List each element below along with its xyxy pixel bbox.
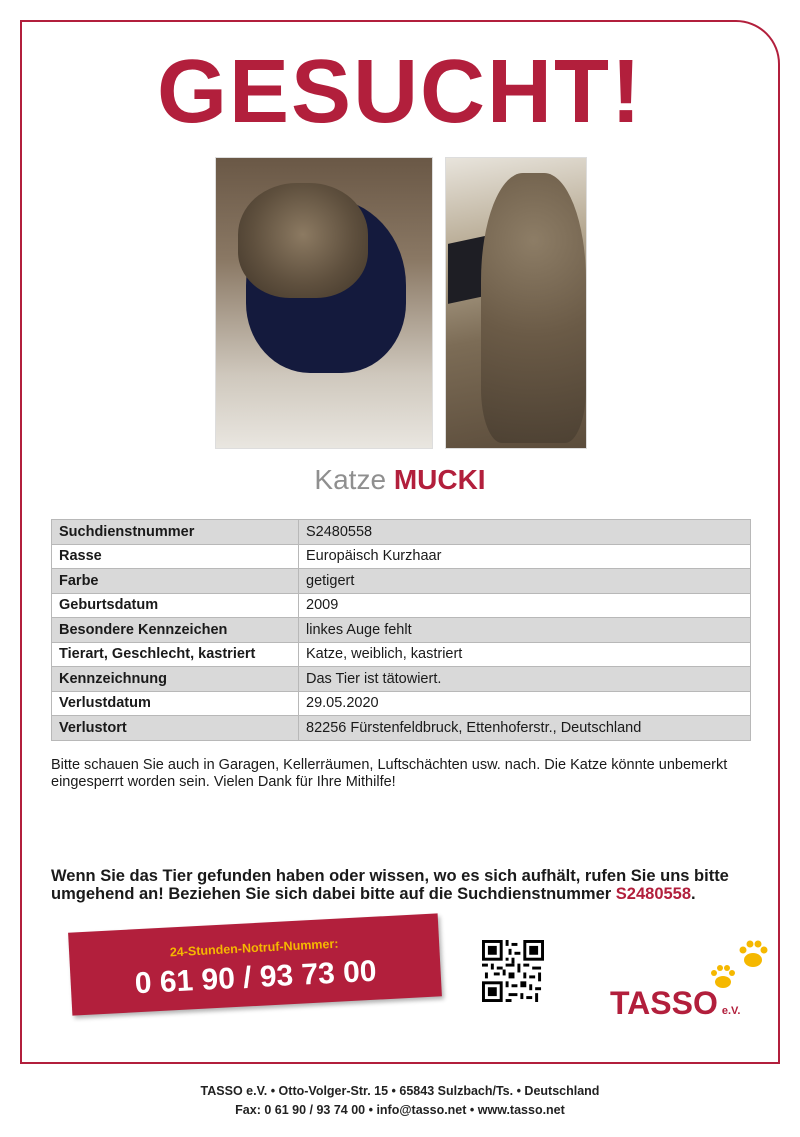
callout-text: [51, 867, 751, 903]
detail-label: Geburtsdatum: [52, 593, 299, 618]
cat-shape: [238, 183, 368, 298]
logo-suffix: e.V.: [721, 1005, 741, 1017]
animal-name: MUCKI: [393, 464, 486, 495]
table-row: [52, 593, 751, 618]
table-row: [52, 642, 751, 667]
detail-label: Kennzeichnung: [52, 667, 299, 692]
footer-address: TASSO e.V. • Otto-Volger-Str. 15 • 65843 Sulzbach/Ts. • Deutschland: [200, 1084, 600, 1098]
detail-label: Suchdienstnummer: [52, 520, 299, 545]
detail-value: Das Tier ist tätowiert.: [299, 667, 751, 692]
footer-contact: Fax: 0 61 90 / 93 74 00 • info@tasso.net • www.tasso.net: [235, 1103, 565, 1117]
callout-number: S2480558: [615, 885, 692, 903]
detail-value: getigert: [299, 569, 751, 594]
logo-name: TASSO: [610, 985, 718, 1021]
qr-code-icon[interactable]: [482, 940, 544, 1002]
table-row: [52, 716, 751, 741]
animal-name-heading: [0, 464, 800, 496]
poster-title: GESUCHT!: [157, 42, 643, 142]
detail-value: Katze, weiblich, kastriert: [299, 642, 751, 667]
footer: [0, 1082, 800, 1120]
detail-value: linkes Auge fehlt: [299, 618, 751, 643]
detail-label: Verlustdatum: [52, 691, 299, 716]
tasso-logo: [610, 985, 740, 1022]
hotline-label: 24-Stunden-Notruf-Nummer:: [169, 936, 339, 960]
search-note: Bitte schauen Sie auch in Garagen, Kellerräumen, Luftschächten usw. nach. Die Katze könnte unbemerkt eingesperrt worden sein. Vielen Dank für Ihre Mithilfe!: [51, 757, 728, 790]
hotline-phone[interactable]: 0 61 90 / 93 73 00: [134, 954, 378, 1001]
animal-species: Katze: [314, 464, 387, 495]
table-row: [52, 569, 751, 594]
table-row: [52, 618, 751, 643]
detail-value: 2009: [299, 593, 751, 618]
detail-label: Tierart, Geschlecht, kastriert: [52, 642, 299, 667]
table-row: [52, 667, 751, 692]
detail-label: Verlustort: [52, 716, 299, 741]
callout-body: Wenn Sie das Tier gefunden haben oder wissen, wo es sich aufhält, rufen Sie uns bitte umgehend an! Beziehen Sie sich dabei bitte auf die Suchdienstnummer: [51, 867, 729, 903]
table-row: [52, 520, 751, 545]
table-row: [52, 544, 751, 569]
table-row: [52, 691, 751, 716]
detail-label: Besondere Kennzeichen: [52, 618, 299, 643]
detail-value: 29.05.2020: [299, 691, 751, 716]
detail-value: S2480558: [299, 520, 751, 545]
detail-label: Rasse: [52, 544, 299, 569]
detail-value: 82256 Fürstenfeldbruck, Ettenhoferstr., Deutschland: [299, 716, 751, 741]
callout-end: .: [691, 885, 696, 903]
cat-photo-2: [445, 157, 587, 449]
cat-shape: [481, 173, 586, 443]
detail-value: Europäisch Kurzhaar: [299, 544, 751, 569]
details-table: [51, 519, 751, 741]
detail-label: Farbe: [52, 569, 299, 594]
cat-photo-1: [215, 157, 433, 449]
